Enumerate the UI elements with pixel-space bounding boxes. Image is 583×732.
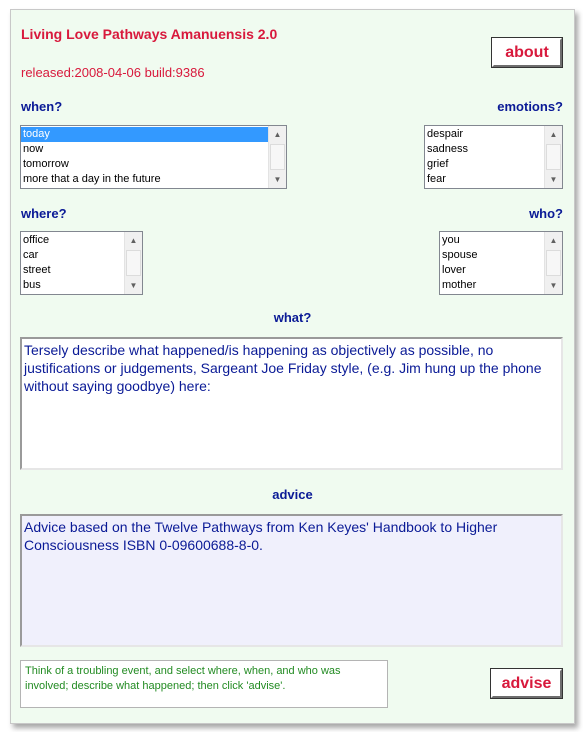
app-title: Living Love Pathways Amanuensis 2.0 [21,26,278,42]
where-list-items [21,233,125,293]
scroll-thumb[interactable] [546,144,561,170]
who-list-items [440,233,545,293]
scroll-thumb[interactable] [126,250,141,276]
scroll-down-icon[interactable]: ▼ [129,281,138,290]
scroll-down-icon[interactable]: ▼ [273,175,282,184]
hint-box: Think of a troubling event, and select where, when, and who was involved; describe what happened; then click 'advise'. [20,660,388,708]
scroll-up-icon[interactable]: ▲ [129,236,138,245]
who-label: who? [529,206,563,221]
when-list-items [21,127,269,187]
emotions-option[interactable]: despair [427,128,464,140]
where-option[interactable]: street [23,264,51,276]
where-label: where? [21,206,67,221]
who-option[interactable]: lover [442,264,466,276]
app-window [10,9,575,724]
who-listbox[interactable] [439,231,563,295]
when-option[interactable]: more that a day in the future [23,173,161,185]
about-button[interactable]: about [492,38,562,67]
emotions-label: emotions? [497,99,563,114]
where-listbox[interactable] [20,231,143,295]
when-label: when? [21,99,63,114]
who-option[interactable]: you [442,234,460,246]
scroll-thumb[interactable] [546,250,561,276]
when-option[interactable]: now [23,143,44,155]
where-option[interactable]: bus [23,279,41,291]
emotions-scrollbar[interactable] [544,126,562,188]
when-scrollbar[interactable] [268,126,286,188]
release-info: released:2008-04-06 build:9386 [21,65,205,80]
scroll-up-icon[interactable]: ▲ [549,130,558,139]
advice-label: advice [272,487,313,502]
scroll-thumb[interactable] [270,144,285,170]
where-scrollbar[interactable] [124,232,142,294]
when-option[interactable]: tomorrow [23,158,69,170]
advice-textarea: Advice based on the Twelve Pathways from Ken Keyes' Handbook to Higher Consciousness ISBN 0-09600688-8-0. [20,514,563,647]
emotions-option[interactable]: grief [427,158,449,170]
emotions-list-items [425,127,545,187]
who-option[interactable]: mother [442,279,477,291]
where-option[interactable]: car [23,249,39,261]
emotions-option[interactable]: fear [427,173,446,185]
scroll-up-icon[interactable]: ▲ [549,236,558,245]
where-option[interactable]: office [23,234,50,246]
who-option[interactable]: spouse [442,249,478,261]
advise-button[interactable]: advise [491,669,562,698]
scroll-up-icon[interactable]: ▲ [273,130,282,139]
emotions-listbox[interactable] [424,125,563,189]
scroll-down-icon[interactable]: ▼ [549,175,558,184]
when-listbox[interactable] [20,125,287,189]
when-option-selected[interactable]: today [21,127,269,142]
who-scrollbar[interactable] [544,232,562,294]
what-textarea[interactable]: Tersely describe what happened/is happening as objectively as possible, no justifications or judgements, Sargeant Joe Friday style, (e.g. Jim hung up the phone without saying goodbye) here: [20,337,563,470]
scroll-down-icon[interactable]: ▼ [549,281,558,290]
what-label: what? [273,310,312,325]
emotions-option[interactable]: sadness [427,143,468,155]
